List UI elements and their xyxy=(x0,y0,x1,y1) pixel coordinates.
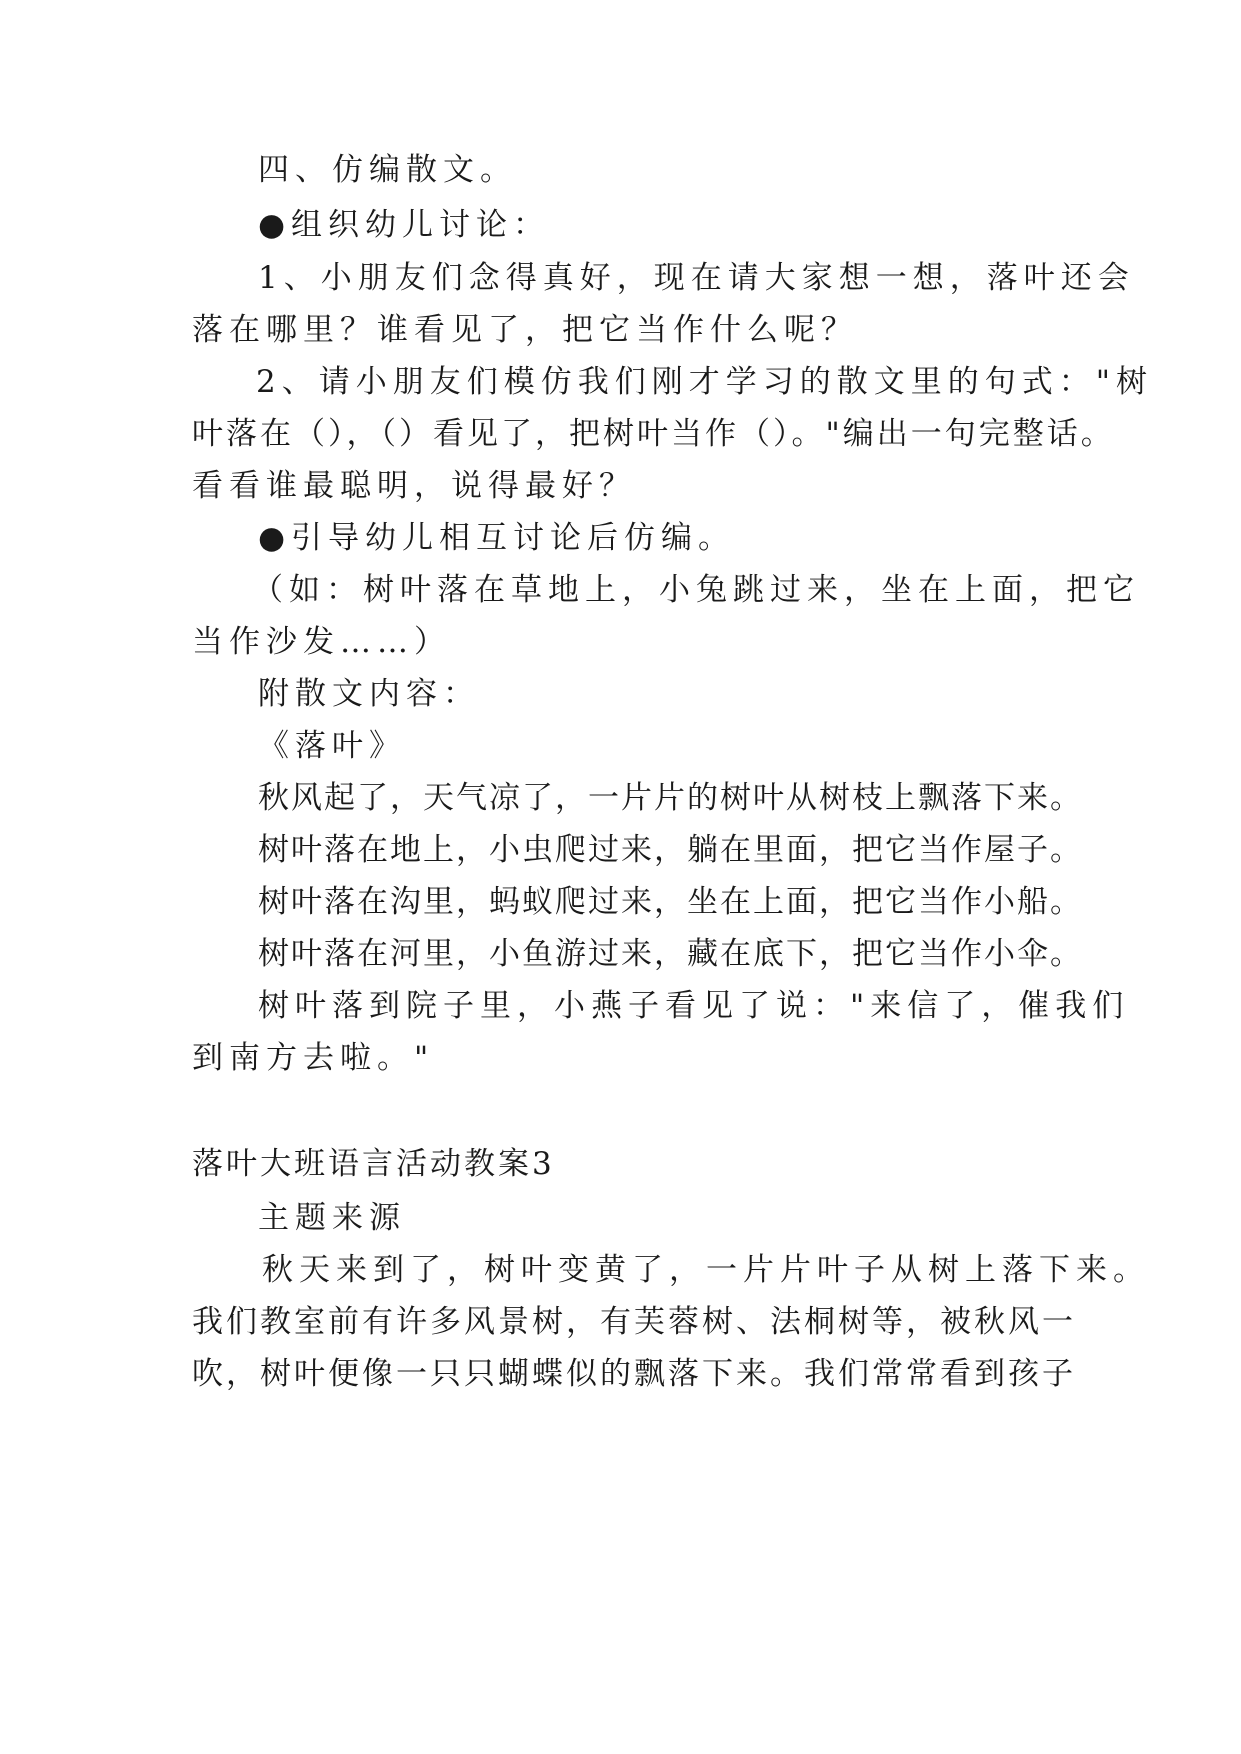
prose-title: 《落叶》 xyxy=(258,728,406,764)
paragraph-line: 1、小朋友们念得真好，现在请大家想一想，落叶还会 xyxy=(258,260,1135,296)
section-title: 落叶大班语言活动教案3 xyxy=(192,1146,555,1182)
prose-line: 树叶落在地上，小虫爬过来，躺在里面，把它当作屋子。 xyxy=(258,832,1083,868)
prose-line: 树叶落到院子里，小燕子看见了说："来信了，催我们 xyxy=(258,988,1130,1024)
paragraph-line: 2、请小朋友们模仿我们刚才学习的散文里的句式："树 xyxy=(256,364,1153,400)
prose-line: 秋风起了，天气凉了，一片片的树叶从树枝上飘落下来。 xyxy=(258,780,1083,816)
bullet-item: ●组织幼儿讨论： xyxy=(258,207,551,243)
paragraph-line: 当作沙发……） xyxy=(192,624,451,660)
prose-line: 到南方去啦。" xyxy=(192,1040,435,1076)
bullet-item: ●引导幼儿相互讨论后仿编。 xyxy=(258,520,736,556)
paragraph-line: 附散文内容： xyxy=(258,676,480,712)
subheading: 主题来源 xyxy=(258,1200,406,1236)
prose-line: 树叶落在沟里，蚂蚁爬过来，坐在上面，把它当作小船。 xyxy=(258,884,1083,920)
paragraph-line: 秋天来到了，树叶变黄了，一片片叶子从树上落下来。 xyxy=(262,1252,1150,1288)
paragraph-line: 看看谁最聪明，说得最好？ xyxy=(192,468,636,504)
prose-line: 树叶落在河里，小鱼游过来，藏在底下，把它当作小伞。 xyxy=(258,936,1083,972)
paragraph-line: 吹，树叶便像一只只蝴蝶似的飘落下来。我们常常看到孩子 xyxy=(192,1356,1076,1392)
paragraph-line: （如：树叶落在草地上，小兔跳过来，坐在上面，把它 xyxy=(252,572,1140,608)
paragraph-line: 叶落在（），（）看见了，把树叶当作（）。"编出一句完整话。 xyxy=(192,416,1115,452)
paragraph-line: 落在哪里？谁看见了，把它当作什么呢？ xyxy=(192,312,858,348)
paragraph-line: 我们教室前有许多风景树，有芙蓉树、法桐树等，被秋风一 xyxy=(192,1304,1076,1340)
section-heading: 四、仿编散文。 xyxy=(258,152,517,188)
